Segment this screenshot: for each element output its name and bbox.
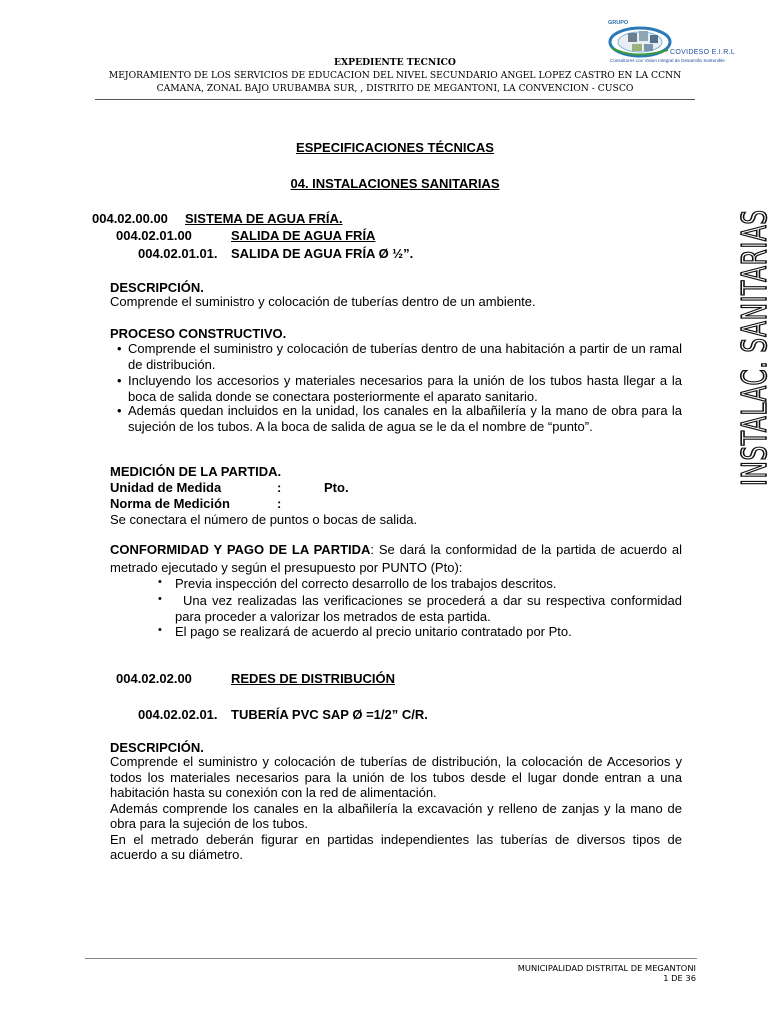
page-footer <box>440 963 696 983</box>
header-project-line-2: CAMANA, ZONAL BAJO URUBAMBA SUR, , DISTRITO DE MEGANTONI, LA CONVENCION - CUSCO <box>156 83 634 94</box>
page-number: 1 DE 36 <box>663 973 696 983</box>
s1-conf-heading: CONFORMIDAD Y PAGO DE LA PARTIDA <box>110 542 371 557</box>
s2-item-code: 004.02.02.01. <box>138 707 218 722</box>
s2-desc-heading: DESCRIPCIÓN. <box>110 740 204 755</box>
header-divider <box>95 99 695 100</box>
side-section-title <box>735 182 775 486</box>
logo-group-label: GRUPO <box>608 20 629 26</box>
s2-paragraph-3: En el metrado deberán figurar en partidas independientes las tuberías de diversos tipos de acuerdo a su diámetro. <box>110 831 682 862</box>
s1-item-code: 004.02.01.01. <box>138 246 218 261</box>
s2-paragraph-1: Comprende el suministro y colocación de tuberías de distribución, la colocación de Accesorios y todos los materiales necesarios para la unión de los tubos desde el lugar donde entran a una habitación hasta su conexión con la red de alimentación. <box>110 754 682 800</box>
s2-paragraph-2: Además comprende los canales en la albañilería la excavación y relleno de zanjas y la mano de obra para la sujeción de los tubos. <box>110 800 682 831</box>
s1-conf-text: : Se dará la conformidad de la partida de acuerdo al metrado ejecutado y según el presupuesto por PUNTO (Pto): <box>110 542 682 575</box>
bullet-icon: • <box>158 593 162 605</box>
bullet-icon: • <box>117 373 122 388</box>
s1-desc-heading: DESCRIPCIÓN. <box>110 280 204 295</box>
s1-sub-name: SALIDA DE AGUA FRÍA <box>231 228 376 243</box>
header-title: EXPEDIENTE TECNICO <box>334 57 456 68</box>
s1-name: SISTEMA DE AGUA FRÍA. <box>185 211 343 226</box>
s1-conf-bullet-3: El pago se realizará de acuerdo al precio unitario contratado por Pto. <box>175 624 572 639</box>
s1-desc-text: Comprende el suministro y colocación de tuberías dentro de un ambiente. <box>110 294 536 309</box>
s1-proc-heading: PROCESO CONSTRUCTIVO. <box>110 326 287 341</box>
s1-unit-value: Pto. <box>324 480 349 495</box>
bullet-icon: • <box>158 624 162 636</box>
s2-item-name: TUBERÍA PVC SAP Ø =1/2” C/R. <box>231 707 428 722</box>
s1-proc-bullet-3: Además quedan incluidos en la unidad, los canales en la albañilería y la mano de obra para la sujeción de los tubos. A la boca de salida de agua se le da el nombre de “punto”. <box>128 403 682 434</box>
s2-name: REDES DE DISTRIBUCIÓN <box>231 671 395 686</box>
logo-brand-name: COVIDESO E.I.R.L <box>670 49 736 56</box>
s1-unit-label: Unidad de Medida <box>110 480 222 495</box>
logo-tagline: Consultores con Vision Integral de Desarrollo Sostenible <box>610 58 725 63</box>
side-title-text: INSTALAC. SANITARIAS <box>735 209 775 486</box>
s1-med-heading: MEDICIÓN DE LA PARTIDA. <box>110 464 282 479</box>
s1-conf-bullet-2: Una vez realizadas las verificaciones se procederá a dar su respectiva conformidad para proceder a valorizar los metrados de esta partida. <box>175 593 682 624</box>
s1-sub-code: 004.02.01.00 <box>116 228 192 243</box>
footer-organization: MUNICIPALIDAD DISTRITAL DE MEGANTONI <box>517 963 696 973</box>
header-project-line-1: MEJORAMIENTO DE LOS SERVICIOS DE EDUCACION DEL NIVEL SECUNDARIO ANGEL LOPEZ CASTRO EN LA CCNN <box>108 70 682 81</box>
bullet-icon: • <box>158 576 162 588</box>
bullet-icon: • <box>117 341 122 356</box>
company-logo <box>604 20 744 64</box>
s1-proc-bullet-2: Incluyendo los accesorios y materiales necesarios para la unión de los tubos hasta llegar a la boca de salida donde se conectara posteriormente el aparato sanitario. <box>128 373 682 404</box>
s2-code: 004.02.02.00 <box>116 671 192 686</box>
s1-norm-separator: : <box>277 496 282 511</box>
footer-divider <box>85 958 697 959</box>
s1-med-text: Se conectara el número de puntos o bocas de salida. <box>110 512 418 527</box>
s1-conf-paragraph <box>110 541 682 577</box>
s1-norm-label: Norma de Medición <box>110 496 230 511</box>
s1-code: 004.02.00.00 <box>92 211 168 226</box>
s1-proc-bullet-1: Comprende el suministro y colocación de tuberías dentro de una habitación a partir de un ramal de distribución. <box>128 341 682 372</box>
bullet-icon: • <box>117 403 122 418</box>
s1-unit-separator: : <box>277 480 282 495</box>
s2-paragraphs <box>110 754 682 863</box>
main-title: ESPECIFICACIONES TÉCNICAS <box>296 140 494 155</box>
section-title: 04. INSTALACIONES SANITARIAS <box>290 176 500 191</box>
s1-item-name: SALIDA DE AGUA FRÍA Ø ½”. <box>231 246 414 261</box>
s1-conf-bullet-1: Previa inspección del correcto desarrollo de los trabajos descritos. <box>175 576 557 591</box>
